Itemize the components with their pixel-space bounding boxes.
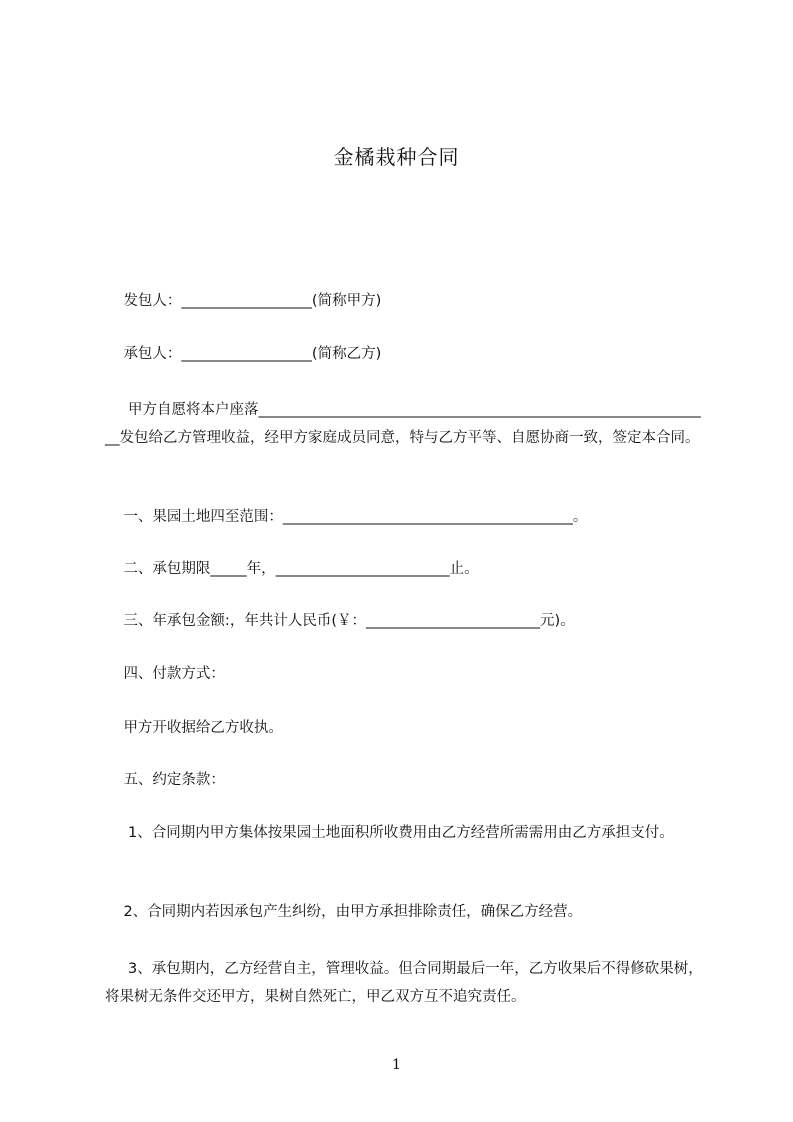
paragraph-clause-4: 四、付款方式：: [105, 666, 225, 682]
paragraph-contractor: 发包人：__________________(简称甲方): [105, 293, 382, 309]
paragraph-clause-3: 三、年承包金额:，年共计人民币(￥：________________________元)。: [105, 613, 575, 629]
paragraph-term-2: 2、合同期内若因承包产生纠纷，由甲方承担排除责任，确保乙方经营。: [105, 904, 583, 920]
document-title: 金橘栽种合同: [333, 145, 460, 169]
paragraph-payment: 甲方开收据给乙方收执。: [105, 720, 283, 736]
page-number: 1: [392, 1057, 401, 1073]
paragraph-intro: 甲方自愿将本户座落_______________________________________________________________发包给乙方管理收益，经甲方家庭成员同意，特与乙方平等、自愿协商一致，签定本合同。: [105, 402, 701, 446]
paragraph-term-1: 1、合同期内甲方集体按果园土地面积所收费用由乙方经营所需需用由乙方承担支付。: [105, 825, 674, 841]
paragraph-contractee: 承包人：__________________(简称乙方): [105, 346, 382, 362]
paragraph-clause-5: 五、约定条款：: [105, 772, 225, 788]
paragraph-clause-1: 一、果园土地四至范围：________________________________________。: [105, 509, 588, 525]
paragraph-clause-2: 二、承包期限_____年，________________________止。: [105, 561, 479, 577]
paragraph-term-3: 3、承包期内，乙方经营自主，管理收益。但合同期最后一年，乙方收果后不得修砍果树，将果树无条件交还甲方，果树自然死亡，甲乙双方互不追究责任。: [105, 961, 703, 1005]
